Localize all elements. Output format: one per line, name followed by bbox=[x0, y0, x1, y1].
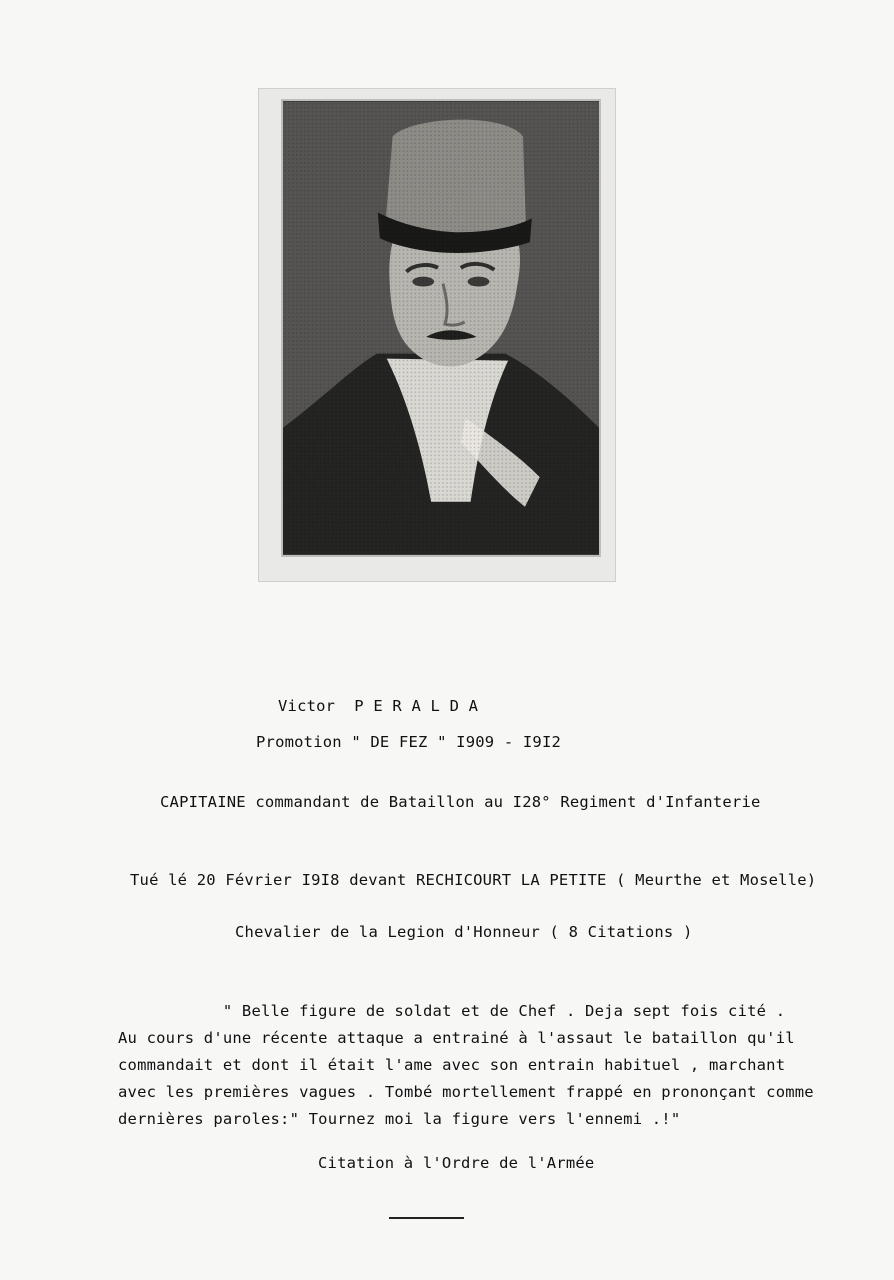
citation-line: Au cours d'une récente attaque a entrainé à l'assaut le bataillon qu'il bbox=[118, 1029, 795, 1047]
honor-line: Chevalier de la Legion d'Honneur ( 8 Citations ) bbox=[235, 923, 693, 941]
citation-line: " Belle figure de soldat et de Chef . Deja sept fois cité . bbox=[118, 1002, 786, 1020]
portrait-photo-image bbox=[283, 101, 599, 555]
citation-line: avec les premières vagues . Tombé mortellement frappé en prononçant comme bbox=[118, 1083, 814, 1101]
officer-name: Victor P E R A L D A bbox=[278, 697, 479, 715]
citation-text bbox=[118, 998, 888, 1133]
citation-order: Citation à l'Ordre de l'Armée bbox=[318, 1154, 595, 1172]
citation-line: dernières paroles:" Tournez moi la figure vers l'ennemi .!" bbox=[118, 1110, 681, 1128]
portrait-photo-mount bbox=[258, 88, 616, 582]
portrait-photo bbox=[281, 99, 601, 557]
rank-line: CAPITAINE commandant de Bataillon au I28° Regiment d'Infanterie bbox=[160, 793, 761, 811]
citation-line: commandait et dont il était l'ame avec son entrain habituel , marchant bbox=[118, 1056, 786, 1074]
death-line: Tué lé 20 Février I9I8 devant RECHICOURT LA PETITE ( Meurthe et Moselle) bbox=[130, 871, 817, 889]
promotion-line: Promotion " DE FEZ " I909 - I9I2 bbox=[256, 733, 562, 751]
closing-rule bbox=[389, 1217, 464, 1219]
